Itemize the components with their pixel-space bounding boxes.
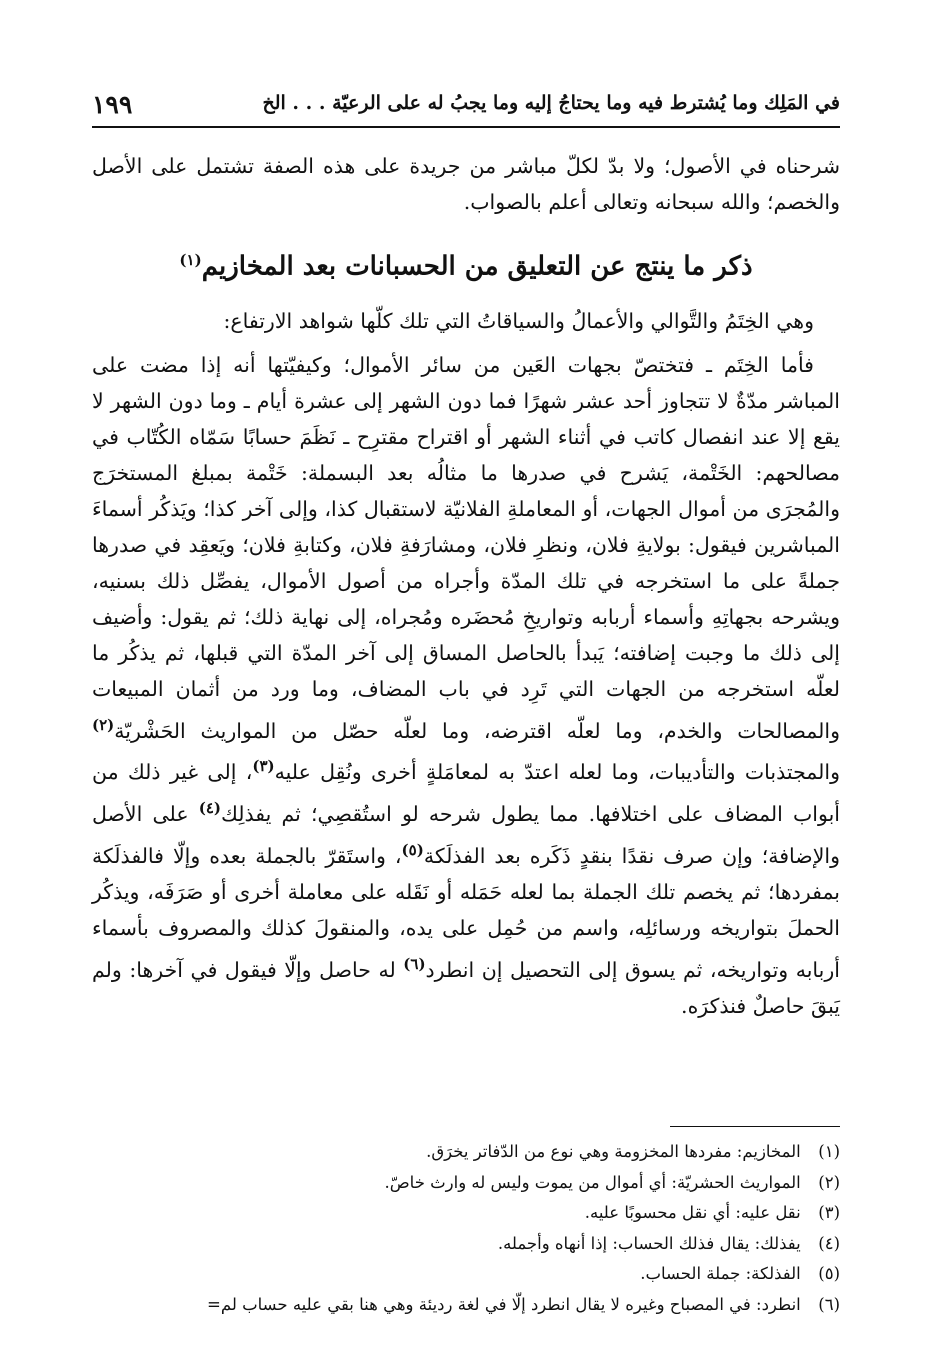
intro-paragraph: شرحناه في الأصول؛ ولا بدّ لكلّ مباشر من جريدة على هذه الصفة تشتمل على الأصل والخصم؛ والله سبحانه وتعالى أعلم بالصواب.	[92, 154, 840, 214]
main-text-part-1: فأما الخِتَم ـ فتختصّ بجهات العَين من سائر الأموال؛ وكيفيّتها أنه إذا مضت على المباشر مدّةٌ لا تتجاوز أحد عشر شهرًا فما دون الشهر إلى عشرة أيام ـ وما دون الشهر لا يقع إلا عند انفصال كاتب في أثناء الشهر أو اقتراح مقترِح ـ نَظَمَ حسابًا سَمّاه الكُتّاب في مصالحهم: الخَتْمة، يَشرح في صدرها ما مثالُه بعد البسملة: خَتْمة بمبلغ المستخرَج والمُجرَى من أموال الجهات، أو المعاملةِ الفلانيّة لاستقبال كذا، وإلى آخر كذا؛ ويَذكُر أسماءَ المباشرين فيقول: بولايةِ فلان، ونظرِ فلان، ومشارَفةِ فلان، وكتابةِ فلان؛ ويَعقِد في صدرها جملةً على ما استخرجه في تلك المدّة وأجراه من أصول الأموال، يفصِّل ذلك بسنيه، ويشرحه بجهاتِهِ وأسماء أربابه وتواريخِ مُحضَره ومُجراه، إلى نهاية ذلك؛ ثم يقول: وأضيف إلى ذلك ما وجبت إضافته؛ يَبدأ بالحاصل المساق إلى آخر المدّة التي قبلها، ثم يذكُر ما لعلّه استخرجه من الجهات التي تَرِد في باب المضاف، وما ورد من أثمان المبيعات والمصالحات والخدم، وما لعلّه اقترضه، وما لعلّه حصّل من المواريث الحَشْريّة	[92, 352, 840, 743]
running-head: في المَلِك وما يُشترط فيه وما يحتاجُ إليه وما يجبُ له على الرعيّة . . . الخ	[262, 92, 840, 114]
footnote-item	[92, 1137, 840, 1168]
page-header	[92, 86, 840, 128]
footnote-item	[92, 1290, 840, 1321]
page-body	[92, 148, 840, 1024]
footnote-text: انطرد: في المصباح وغيره لا يقال انطرد إلّا في لغة رديئة وهي هنا بقي عليه حساب لم=	[207, 1294, 801, 1314]
footnote-marker-4: (٤)	[198, 799, 221, 818]
footnote-number: (٣)	[818, 1203, 840, 1222]
footnote-marker-5: (٥)	[401, 841, 424, 860]
footnote-text: يفذلك: يقال فذلك الحساب: إذا أنهاه وأجمله.	[497, 1233, 801, 1253]
footnote-item	[92, 1168, 840, 1199]
main-text-part-2: والمجتذبات والتأديبات، وما لعله اعتدّ به لمعامَلةٍ أخرى ونُقِل عليه	[274, 760, 841, 785]
page-number: ١٩٩	[92, 90, 133, 119]
section-heading	[92, 238, 840, 289]
footnote-number: (٢)	[818, 1172, 840, 1192]
footnote-item	[92, 1229, 840, 1260]
main-text-part-3: ، إلى غير ذلك من أبواب المضاف على اختلافها. مما يطول شرحه لو استُقصِي؛ ثم يفذلِك	[92, 760, 840, 827]
footnote-text: المواريث الحشريّة: أي أموال من يموت وليس له وارث خاصّ.	[384, 1172, 801, 1192]
main-text-part-5: ، واستَقرّ بالجملة بعده وإلّا فالفذلَكة بمفردها؛ ثم يخصم تلك الجملة بما لعله حَمَله أو نَقَله على معاملة أخرى أو صَرَفَه، ويذكُر الحملَ بتواريخه ورسائلِه، واسم من حُمِل على يده، والمنقولَ كذلك والمصروف بأسماء أربابه وتواريخه، ثم يسوق إلى التحصيل إن انطرد	[92, 843, 840, 982]
footnote-item	[92, 1259, 840, 1290]
footnote-number: (٤)	[818, 1233, 840, 1253]
main-text-part-6: له حاصل وإلّا فيقول في آخرها: ولم يَبقَ حاصلٌ فنذكرَه.	[92, 957, 840, 1018]
footnote-number: (١)	[818, 1142, 840, 1161]
footnote-text: الفذلكة: جملة الحساب.	[640, 1264, 801, 1283]
footnote-text: نقل عليه: أي نقل محسوبًا عليه.	[584, 1203, 801, 1222]
footnote-item	[92, 1198, 840, 1229]
footnote-marker-6: (٦)	[403, 954, 426, 973]
footnotes	[92, 1126, 840, 1320]
footnote-marker-2: (٢)	[92, 715, 115, 734]
footnote-marker-1: (١)	[179, 251, 202, 269]
footnote-text: المخازيم: مفردها المخزومة وهي نوع من الدّفاتر يخرَق.	[426, 1142, 801, 1161]
section-subtitle: وهي الخِتَمُ والتَّوالي والأعمالُ والسياقاتُ التي تلك كلّها شواهد الارتفاع:	[223, 308, 814, 333]
section-title: ذكر ما ينتج عن التعليق من الحسبانات بعد المخازيم	[201, 251, 753, 282]
footnote-marker-3: (٣)	[252, 757, 275, 776]
main-text-part-4: على الأصل والإضافة؛ وإن صرف نقدًا بنقدٍ ذَكَره بعد الفذلَكة	[92, 802, 840, 868]
footnote-divider	[670, 1126, 840, 1127]
footnote-number: (٦)	[818, 1294, 840, 1314]
footnote-number: (٥)	[818, 1264, 840, 1283]
main-paragraph	[92, 347, 840, 1024]
